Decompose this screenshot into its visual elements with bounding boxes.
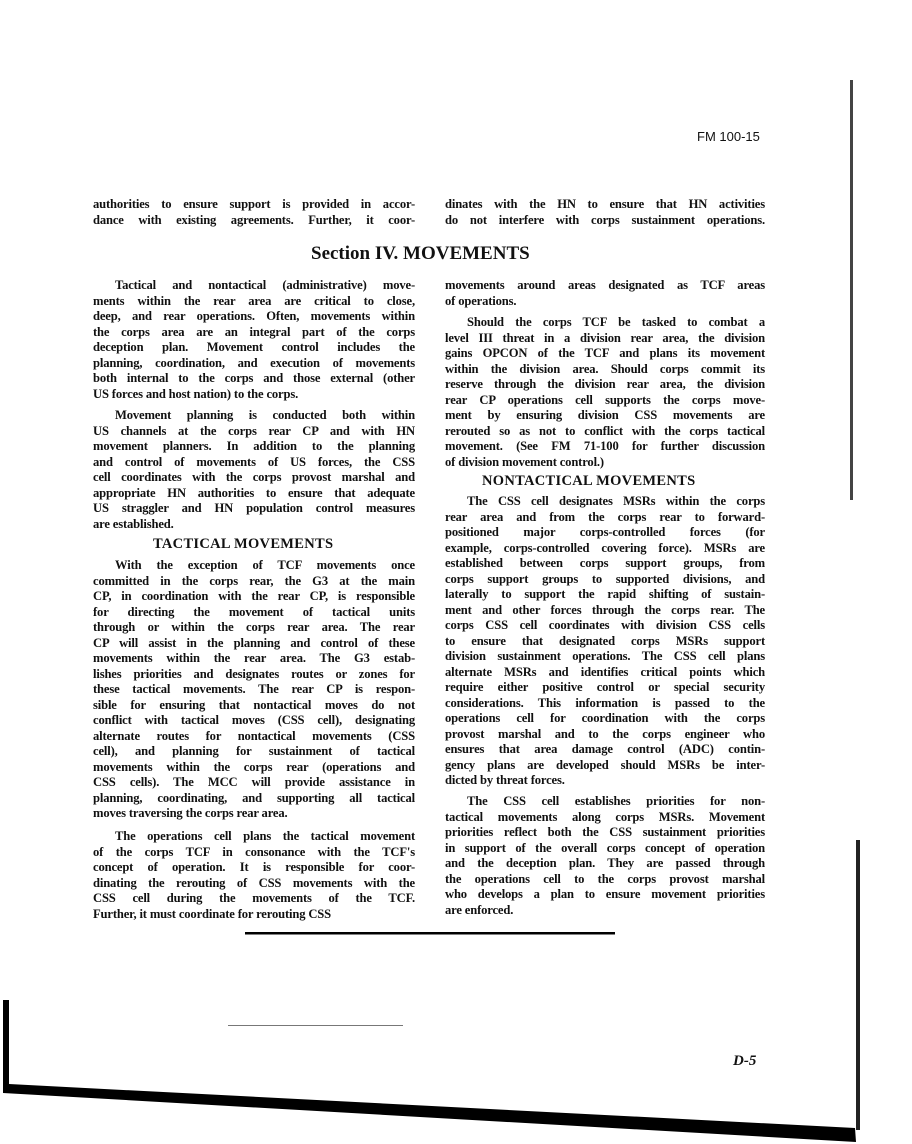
right-column-text-line: gency plans are developed should MSRs be inter- — [445, 757, 765, 772]
right-column-text-line: the operations cell to the corps provost marshal — [445, 871, 765, 886]
left-column-text-line: committed in the corps rear, the G3 at the main — [93, 573, 415, 588]
left-column-text-line: of the corps TCF in consonance with the TCF's — [93, 844, 415, 859]
page-number: D-5 — [733, 1053, 757, 1069]
right-column-text-line: example, corps-controlled covering force). MSRs are — [445, 540, 765, 555]
right-column-text-line: movement. (See FM 71-100 for further discussion — [445, 439, 765, 453]
left-column-text-line: movements within the corps rear (operations and — [93, 759, 415, 774]
right-column-text-line: level III threat in a division rear area, the division — [445, 330, 765, 345]
left-column-text-line: lishes priorities and designates routes or zones for — [93, 666, 415, 681]
right-column-text-line: corps support groups to supported divisions, and — [445, 571, 765, 586]
right-column-text-line: Should the corps TCF be tasked to combat a — [467, 315, 765, 329]
right-column-text-line: require either positive control or special security — [445, 680, 765, 694]
left-column-text-line: authorities to ensure support is provided in accor- — [93, 197, 415, 211]
heading-tactical-movements: TACTICAL MOVEMENTS — [153, 536, 334, 552]
left-column-text-line: the corps area are an integral part of the corps — [93, 324, 415, 339]
left-column-text-line: movement planners. In addition to the planning — [93, 439, 415, 453]
right-column-text-line: rerouted so as not to conflict with the corps tactical — [445, 423, 765, 438]
left-column-text-line: sible for ensuring that nontactical moves do not — [93, 697, 415, 712]
right-column-text-line: The CSS cell establishes priorities for non- — [467, 794, 765, 808]
left-column-text-line: CSS cell during the movements of the TCF. — [93, 891, 415, 905]
left-column-text-line: CP will assist in the planning and control of these — [93, 635, 415, 650]
left-column-text-line: both internal to the corps and those external (other — [93, 371, 415, 385]
left-column-text-line: US channels at the corps rear CP and with HN — [93, 423, 415, 438]
right-column-text-line: division sustainment operations. The CSS cell plans — [445, 649, 765, 663]
right-column-text-line: laterally to support the rapid shifting of sustain- — [445, 587, 765, 601]
left-column-text-line: concept of operation. It is responsible for coor- — [93, 860, 415, 874]
left-column-text-line: planning, coordinating, and supporting all tactical — [93, 790, 415, 805]
left-column-text-line: and control of movements of US forces, the CSS — [93, 454, 415, 469]
right-column-text-line: are enforced. — [445, 902, 514, 917]
horizontal-rule — [245, 932, 615, 935]
left-column-text-line: cell coordinates with the corps provost marshal and — [93, 470, 415, 484]
left-column-text-line: Tactical and nontactical (administrative) move- — [115, 278, 415, 292]
right-column-text-line: ment and other forces through the corps rear. The — [445, 602, 765, 617]
scan-border-bottom-left — [3, 1000, 856, 1142]
right-column-text-line: tactical movements along corps MSRs. Movement — [445, 809, 765, 824]
right-column-text-line: established between corps support groups, from — [445, 556, 765, 570]
right-column-text-line: to ensure that designated corps MSRs support — [445, 633, 765, 648]
left-column-text-line: dinating the rerouting of CSS movements with the — [93, 875, 415, 890]
right-column-text-line: positioned major corps-controlled forces (for — [445, 525, 765, 539]
left-column-text-line: planning, coordination, and execution of movements — [93, 355, 415, 370]
left-column-text-line: for directing the movement of tactical units — [93, 604, 415, 619]
right-column-text-line: rear area and from the corps rear to forward- — [445, 509, 765, 524]
right-column-text-line: of division movement control.) — [445, 454, 604, 469]
right-column-text-line: and the deception plan. They are passed through — [445, 856, 765, 870]
right-column-text-line: ensures that area damage control (ADC) contin- — [445, 742, 765, 756]
left-column-text-line: moves traversing the corps rear area. — [93, 806, 288, 820]
right-column-text-line: The CSS cell designates MSRs within the corps — [467, 494, 765, 508]
left-column-text-line: deep, and rear operations. Often, movements within — [93, 309, 415, 323]
right-column-text-line: corps CSS cell coordinates with division CSS cells — [445, 618, 765, 632]
faint-rule — [228, 1025, 403, 1026]
right-column-text-line: priorities reflect both the CSS sustainment priorities — [445, 825, 765, 839]
left-column-text-line: cell), and planning for sustainment of tactical — [93, 744, 415, 758]
left-column-text-line: conflict with tactical moves (CSS cell), designating — [93, 713, 415, 727]
right-column-text-line: in support of the overall corps concept of operation — [445, 840, 765, 855]
section-title: Section IV. MOVEMENTS — [311, 243, 530, 264]
left-column-text-line: CP, in coordination with the rear CP, is responsible — [93, 589, 415, 603]
left-column-text-line: US straggler and HN population control measures — [93, 501, 415, 515]
right-column-text-line: who develops a plan to ensure movement priorities — [445, 887, 765, 901]
right-column-text-line: provost marshal and to the corps engineer who — [445, 726, 765, 741]
scan-edge-right-bottom — [856, 840, 860, 1130]
left-column-text-line: CSS cells). The MCC will provide assistance in — [93, 775, 415, 789]
left-column-text-line: Movement planning is conducted both within — [115, 408, 415, 422]
right-column-text-line: movements around areas designated as TCF areas — [445, 278, 765, 292]
left-column-text-line: movements within the rear area. The G3 estab- — [93, 651, 415, 665]
left-column-text-line: alternate routes for nontactical movements (CSS — [93, 728, 415, 743]
right-column-text-line: considerations. This information is passed to the — [445, 695, 765, 710]
heading-nontactical-movements: NONTACTICAL MOVEMENTS — [482, 473, 696, 489]
left-column-text-line: deception plan. Movement control includes the — [93, 340, 415, 354]
right-column-text-line: reserve through the division rear area, the division — [445, 377, 765, 391]
left-column-text-line: Further, it must coordinate for rerouting CSS — [93, 906, 332, 921]
right-column-text-line: operations cell for coordination with the corps — [445, 711, 765, 725]
scan-edge-right-top — [850, 80, 853, 500]
right-column-text-line: within the division area. Should corps commit its — [445, 361, 765, 376]
right-column-text-line: alternate MSRs and identifies critical points which — [445, 664, 765, 679]
right-column-text-line: gains OPCON of the TCF and plans its movement — [445, 346, 765, 360]
left-column-text-line: through or within the corps rear area. The rear — [93, 620, 415, 634]
right-column-text-line: ment by ensuring division CSS movements are — [445, 408, 765, 422]
document-number: FM 100-15 — [697, 129, 760, 144]
right-column-text-line: rear CP operations cell supports the corps move- — [445, 392, 765, 407]
left-column-text-line: appropriate HN authorities to ensure that adequate — [93, 485, 415, 500]
right-column-text-line: dicted by threat forces. — [445, 773, 565, 787]
right-column-text-line: dinates with the HN to ensure that HN activities — [445, 197, 765, 211]
left-column-text-line: US forces and host nation) to the corps. — [93, 386, 299, 401]
left-column-text-line: dance with existing agreements. Further, it coor- — [93, 212, 415, 227]
left-column-text-line: ments within the rear area are critical to close, — [93, 293, 415, 308]
left-column-text-line: The operations cell plans the tactical movement — [115, 829, 415, 843]
right-column-text-line: of operations. — [445, 293, 517, 308]
right-column-text-line: do not interfere with corps sustainment operations. — [445, 212, 765, 227]
left-column-text-line: are established. — [93, 516, 174, 531]
left-column-text-line: these tactical movements. The rear CP is respon- — [93, 682, 415, 696]
left-column-text-line: With the exception of TCF movements once — [115, 558, 415, 572]
